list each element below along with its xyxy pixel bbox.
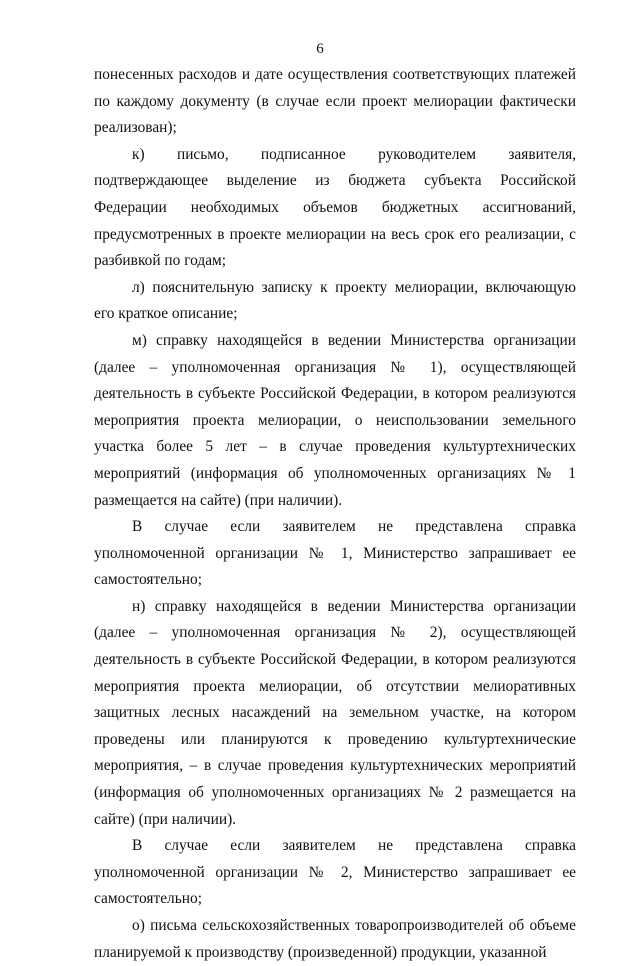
paragraph-item-l: л) пояснительную записку к проекту мелиорации, включающую его краткое описание;: [94, 278, 576, 323]
paragraph-note-org-2: В случае если заявителем не представлена справка уполномоченной организации № 2, Министерство запрашивает ее самостоятельно;: [94, 837, 576, 908]
document-body: [94, 62, 576, 966]
paragraph-item-k: к) письмо, подписанное руководителем заявителя, подтверждающее выделение из бюджета субъекта Российской Федерации необходимых объемов бюджетных ассигнований, предусмотренных в проекте мелиорации на весь срок его реализации, с разбивкой по годам;: [94, 145, 576, 270]
paragraph-item-m: м) справку находящейся в ведении Министерства организации (далее – уполномоченная организация № 1), осуществляющей деятельность в субъекте Российской Федерации, в котором реализуются мероприятия проекта мелиорации, о неиспользовании земельного участка более 5 лет – в случае проведения культуртехнических мероприятий (информация об уполномоченных организациях № 1 размещается на сайте) (при наличии).: [94, 331, 576, 509]
paragraph-note-org-1: В случае если заявителем не представлена справка уполномоченной организации № 1, Министерство запрашивает ее самостоятельно;: [94, 518, 576, 589]
paragraph-item-o: о) письма сельскохозяйственных товаропроизводителей об объеме планируемой к производству (произведенной) продукции, указанной: [94, 917, 576, 961]
page-number: 6: [316, 41, 324, 57]
paragraph-item-n: н) справку находящейся в ведении Министерства организации (далее – уполномоченная организация № 2), осуществляющей деятельность в субъекте Российской Федерации, в котором реализуются мероприятия проекта мелиорации, об отсутствии мелиоративных защитных лесных насаждений на земельном участке, на котором проведены или планируются к проведению культуртехнические мероприятия, – в случае проведения культуртехнических мероприятий (информация об уполномоченных организациях № 2 размещается на сайте) (при наличии).: [94, 597, 576, 828]
paragraph-continuation: понесенных расходов и дате осуществления соответствующих платежей по каждому документу (в случае если проект мелиорации фактически реализован);: [94, 66, 576, 137]
